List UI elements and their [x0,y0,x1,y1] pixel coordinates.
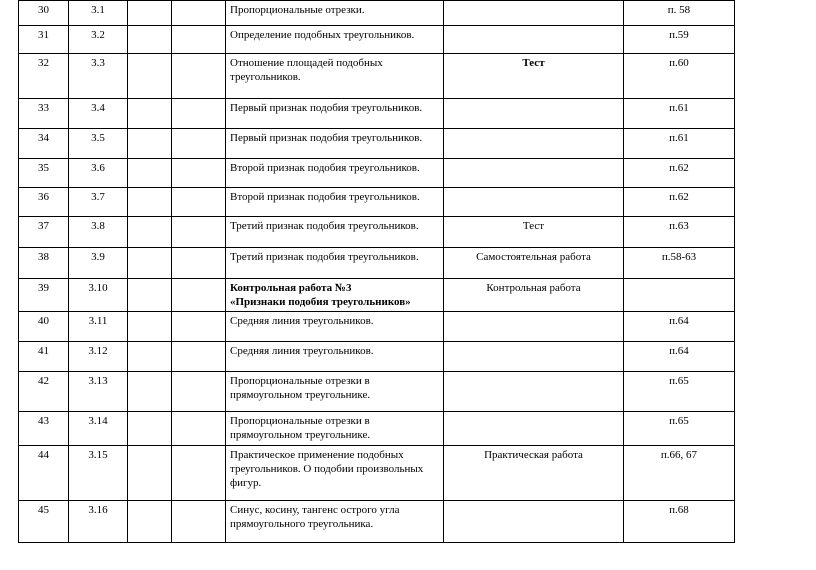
date-plan-cell [128,1,172,26]
lesson-topic: Пропорциональные отрезки. [226,1,444,26]
lesson-topic: Средняя линия треугольников. [226,312,444,342]
textbook-ref: п.61 [624,129,735,159]
textbook-ref: п.64 [624,312,735,342]
control-form: Тест [444,217,624,248]
date-fact-cell [172,159,226,188]
textbook-ref: п.58-63 [624,248,735,279]
textbook-ref: п.62 [624,159,735,188]
date-fact-cell [172,412,226,446]
textbook-ref: п.68 [624,501,735,543]
date-plan-cell [128,342,172,372]
date-plan-cell [128,26,172,54]
control-form [444,159,624,188]
section-number: 3.16 [69,501,128,543]
textbook-ref: п.64 [624,342,735,372]
date-fact-cell [172,501,226,543]
lesson-number: 30 [19,1,69,26]
textbook-ref: п.60 [624,54,735,99]
table-row [19,279,735,312]
table-row [19,1,735,26]
date-plan-cell [128,188,172,217]
lesson-plan-table [18,0,735,543]
table-row [19,412,735,446]
date-fact-cell [172,248,226,279]
lesson-topic: Второй признак подобия треугольников. [226,188,444,217]
textbook-ref: п.65 [624,412,735,446]
date-plan-cell [128,159,172,188]
control-form: Практическая работа [444,446,624,501]
date-fact-cell [172,99,226,129]
date-plan-cell [128,412,172,446]
section-number: 3.6 [69,159,128,188]
textbook-ref: п.63 [624,217,735,248]
date-fact-cell [172,1,226,26]
section-number: 3.14 [69,412,128,446]
lesson-number: 35 [19,159,69,188]
date-fact-cell [172,312,226,342]
control-form: Контрольная работа [444,279,624,312]
lesson-number: 38 [19,248,69,279]
lesson-topic: Первый признак подобия треугольников. [226,99,444,129]
table-row [19,372,735,412]
date-fact-cell [172,279,226,312]
lesson-number: 42 [19,372,69,412]
lesson-number: 34 [19,129,69,159]
date-plan-cell [128,446,172,501]
table-row [19,312,735,342]
table-row [19,129,735,159]
control-form [444,188,624,217]
section-number: 3.5 [69,129,128,159]
table-row [19,188,735,217]
lesson-topic: Практическое применение подобных треугольников. О подобии произвольных фигур. [226,446,444,501]
textbook-ref: п.65 [624,372,735,412]
section-number: 3.9 [69,248,128,279]
control-form [444,26,624,54]
date-fact-cell [172,372,226,412]
control-form [444,99,624,129]
lesson-topic: Первый признак подобия треугольников. [226,129,444,159]
table-row [19,501,735,543]
lesson-topic: Третий признак подобия треугольников. [226,248,444,279]
lesson-topic: Третий признак подобия треугольников. [226,217,444,248]
lesson-number: 39 [19,279,69,312]
date-fact-cell [172,54,226,99]
date-plan-cell [128,279,172,312]
date-fact-cell [172,446,226,501]
date-plan-cell [128,248,172,279]
lesson-number: 43 [19,412,69,446]
table-row [19,159,735,188]
lesson-number: 31 [19,26,69,54]
date-plan-cell [128,312,172,342]
lesson-number: 32 [19,54,69,99]
section-number: 3.7 [69,188,128,217]
lesson-number: 44 [19,446,69,501]
control-form [444,1,624,26]
control-form [444,342,624,372]
lesson-number: 33 [19,99,69,129]
date-fact-cell [172,342,226,372]
control-form [444,372,624,412]
date-fact-cell [172,188,226,217]
date-fact-cell [172,217,226,248]
control-form: Тест [444,54,624,99]
table-row [19,26,735,54]
control-form: Самостоятельная работа [444,248,624,279]
date-plan-cell [128,129,172,159]
lesson-number: 41 [19,342,69,372]
textbook-ref: п.62 [624,188,735,217]
section-number: 3.12 [69,342,128,372]
control-form [444,412,624,446]
lesson-topic [226,279,444,312]
lesson-number: 45 [19,501,69,543]
lesson-topic: Средняя линия треугольников. [226,342,444,372]
test-title: Контрольная работа №3 [230,282,352,294]
table-row [19,217,735,248]
date-plan-cell [128,372,172,412]
control-form [444,501,624,543]
lesson-number: 37 [19,217,69,248]
section-number: 3.11 [69,312,128,342]
control-form [444,129,624,159]
textbook-ref [624,279,735,312]
lesson-topic: Пропорциональные отрезки в прямоугольном треугольнике. [226,372,444,412]
table-row [19,99,735,129]
section-number: 3.2 [69,26,128,54]
date-plan-cell [128,501,172,543]
lesson-topic: Второй признак подобия треугольников. [226,159,444,188]
control-form [444,312,624,342]
lesson-number: 40 [19,312,69,342]
section-number: 3.10 [69,279,128,312]
section-number: 3.15 [69,446,128,501]
textbook-ref: п. 58 [624,1,735,26]
table-row [19,342,735,372]
date-plan-cell [128,99,172,129]
textbook-ref: п.66, 67 [624,446,735,501]
date-plan-cell [128,217,172,248]
test-subtitle: «Признаки подобия треугольников» [230,296,411,308]
textbook-ref: п.59 [624,26,735,54]
section-number: 3.3 [69,54,128,99]
table-row [19,248,735,279]
date-plan-cell [128,54,172,99]
section-number: 3.1 [69,1,128,26]
section-number: 3.4 [69,99,128,129]
lesson-topic: Отношение площадей подобных треугольников. [226,54,444,99]
lesson-topic: Определение подобных треугольников. [226,26,444,54]
lesson-topic: Синус, косину, тангенс острого угла прямоугольного треугольника. [226,501,444,543]
section-number: 3.13 [69,372,128,412]
lesson-number: 36 [19,188,69,217]
date-fact-cell [172,26,226,54]
date-fact-cell [172,129,226,159]
table-row [19,446,735,501]
section-number: 3.8 [69,217,128,248]
lesson-topic: Пропорциональные отрезки в прямоугольном треугольнике. [226,412,444,446]
textbook-ref: п.61 [624,99,735,129]
table-row [19,54,735,99]
